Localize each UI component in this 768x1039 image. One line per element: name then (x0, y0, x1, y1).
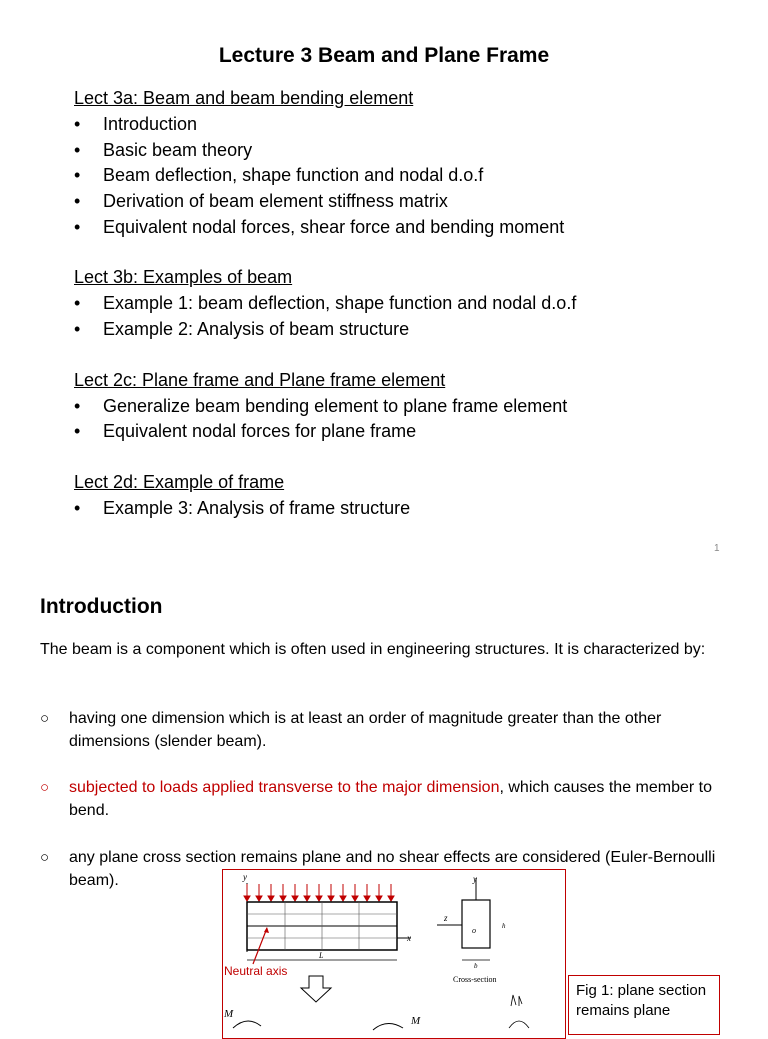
height-label: h (502, 922, 506, 930)
introduction-heading: Introduction (40, 595, 163, 618)
lecture-title: Lecture 3 Beam and Plane Frame (218, 44, 550, 67)
highlighted-text: subjected to loads applied transverse to the major dimension (69, 779, 500, 796)
list-item: • Beam deflection, shape function and nodal d.o.f (74, 165, 484, 185)
origin-label: o (472, 926, 476, 935)
axis-y-label: y (243, 872, 247, 882)
beam-diagram (223, 870, 566, 1039)
list-item: • Equivalent nodal forces, shear force and bending moment (74, 217, 565, 237)
page-number: 1 (714, 543, 720, 554)
beam-figure (222, 869, 566, 1039)
list-item: • Example 3: Analysis of frame structure (74, 498, 411, 518)
cross-section-shape (462, 900, 490, 948)
list-item: ○ any plane cross section remains plane and no shear effects are considered (Euler-Bernoulli beam). (40, 849, 716, 889)
list-item: ○ having one dimension which is at least an order of magnitude greater than the other dimensions (slender beam). (40, 710, 662, 750)
section-heading-2c: Lect 2c: Plane frame and Plane frame element (74, 370, 446, 390)
intro-paragraph: The beam is a component which is often used in engineering structures. It is characterized by: (40, 641, 706, 658)
section-heading-2d: Lect 2d: Example of frame (74, 472, 285, 492)
figure-caption: Fig 1: plane section remains plane (568, 975, 720, 1035)
list-item: • Introduction (74, 114, 198, 134)
moment-label-right: M (411, 1015, 421, 1027)
list-item: • Basic beam theory (74, 140, 253, 160)
section-heading-3b: Lect 3b: Examples of beam (74, 267, 293, 287)
load-arrows (244, 884, 394, 901)
width-label: b (474, 962, 478, 970)
list-item: • Equivalent nodal forces for plane frame (74, 421, 417, 441)
length-label: L (319, 951, 324, 960)
list-item: • Derivation of beam element stiffness matrix (74, 191, 448, 211)
list-item: ○ subjected to loads applied transverse to the major dimension, which causes the member to bend. (40, 779, 713, 819)
svg-text:y: y (473, 874, 477, 884)
list-item: • Generalize beam bending element to plane frame element (74, 396, 568, 416)
list-item: • Example 2: Analysis of beam structure (74, 319, 410, 339)
down-arrow-icon (301, 976, 331, 1002)
moment-label-left: M (224, 1008, 234, 1020)
axis-z-label: z (444, 913, 448, 923)
list-item: • Example 1: beam deflection, shape function and nodal d.o.f (74, 293, 577, 313)
axis-x-label: x (407, 933, 411, 943)
neutral-axis-label: Neutral axis (224, 964, 288, 978)
section-heading-3a: Lect 3a: Beam and beam bending element (74, 88, 414, 108)
cross-section-label: Cross-section (453, 975, 497, 984)
